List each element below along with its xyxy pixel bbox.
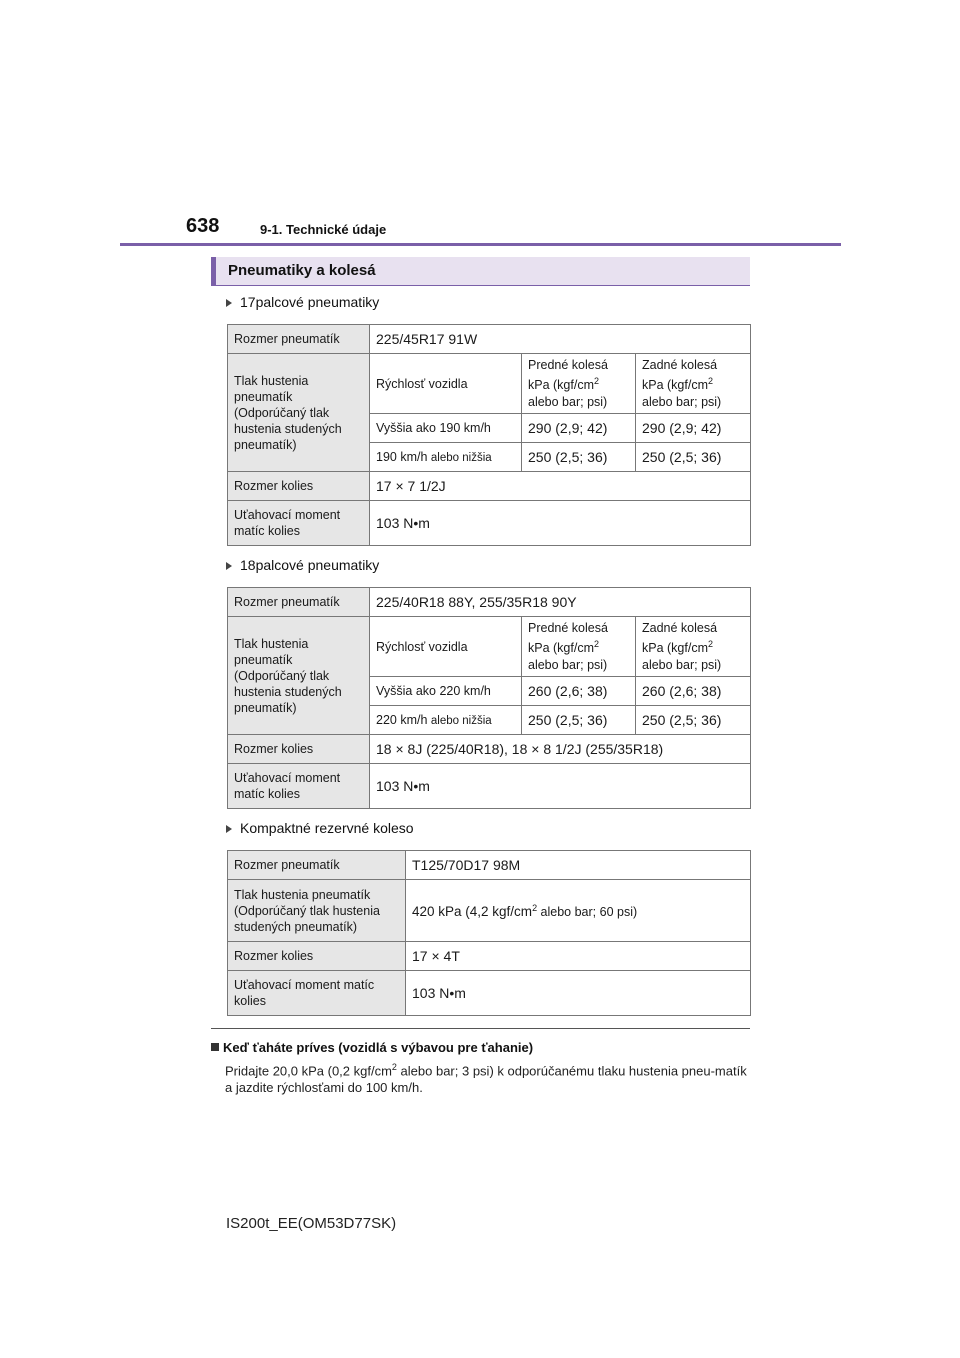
page-number: 638 <box>186 215 220 237</box>
pressure-b: alebo bar; 60 psi) <box>537 905 638 920</box>
speed-label: Rýchlosť vozidla <box>370 617 522 677</box>
table-row <box>228 472 751 501</box>
rear-wheels-label <box>636 354 751 414</box>
pressure-label: Tlak hustenia pneumatík (Odporúčaný tlak hustenia studených pneumatík) <box>228 617 370 735</box>
speed-a: 190 km/h <box>376 449 428 464</box>
speed-label: Rýchlosť vozidla <box>370 354 522 414</box>
note-text-b: alebo bar; 3 psi) k odporúčanému tlaku hustenia pneu-matík a jazdite rýchlosťami do 100 km/h. <box>225 1063 747 1096</box>
table-row <box>228 354 751 414</box>
torque-label: Uťahovací moment matíc kolies <box>228 971 406 1016</box>
rear-label-2: kPa (kgf/cm <box>642 641 708 656</box>
wheel-size-label: Rozmer kolies <box>228 735 370 764</box>
tire-size-label: Rozmer pneumatík <box>228 325 370 354</box>
triangle-bullet-icon <box>226 825 232 833</box>
sup: 2 <box>532 903 538 914</box>
wheel-size-value: 18 × 8J (225/40R18), 18 × 8 1/2J (255/35R18) <box>370 735 751 764</box>
speed-value <box>370 443 522 472</box>
header-rule <box>120 243 841 246</box>
rear-label-3: alebo bar; psi) <box>642 657 722 672</box>
pressure-a: 420 kPa (4,2 kgf/cm <box>412 904 533 920</box>
rear-label-3: alebo bar; psi) <box>642 394 722 409</box>
sup: 2 <box>594 376 600 387</box>
wheel-size-value: 17 × 4T <box>406 942 751 971</box>
triangle-bullet-icon <box>226 299 232 307</box>
subheading-18 <box>226 557 379 573</box>
speed-b: alebo nižšia <box>430 451 492 464</box>
front-label-1: Predné kolesá <box>528 621 608 636</box>
note-title <box>211 1040 533 1055</box>
table-row <box>228 735 751 764</box>
table-18-inch <box>227 587 751 809</box>
pressure-label: Tlak hustenia pneumatík (Odporúčaný tlak hustenia studených pneumatík) <box>228 880 406 942</box>
table-row <box>228 588 751 617</box>
tire-size-label: Rozmer pneumatík <box>228 851 406 880</box>
speed-a: 220 km/h <box>376 712 428 727</box>
tire-size-value: 225/45R17 91W <box>370 325 751 354</box>
table-row <box>228 971 751 1016</box>
footer-model-code: IS200t_EE(OM53D77SK) <box>226 1215 397 1232</box>
tire-size-value: T125/70D17 98M <box>406 851 751 880</box>
rear-label-2: kPa (kgf/cm <box>642 378 708 393</box>
front-pressure: 250 (2,5; 36) <box>522 443 636 472</box>
torque-value: 103 N•m <box>370 764 751 809</box>
triangle-bullet-icon <box>226 562 232 570</box>
section-header: 9-1. Technické údaje <box>260 222 387 237</box>
sup: 2 <box>708 376 714 387</box>
table-17-inch <box>227 324 751 546</box>
torque-value: 103 N•m <box>406 971 751 1016</box>
section-title: Pneumatiky a kolesá <box>228 262 376 279</box>
tire-size-value: 225/40R18 88Y, 255/35R18 90Y <box>370 588 751 617</box>
torque-label: Uťahovací moment matíc kolies <box>228 501 370 546</box>
wheel-size-label: Rozmer kolies <box>228 472 370 501</box>
pressure-label: Tlak hustenia pneumatík (Odporúčaný tlak hustenia studených pneumatík) <box>228 354 370 472</box>
wheel-size-value: 17 × 7 1/2J <box>370 472 751 501</box>
table-row <box>228 942 751 971</box>
rear-pressure: 250 (2,5; 36) <box>636 706 751 735</box>
front-label-1: Predné kolesá <box>528 358 608 373</box>
front-pressure: 290 (2,9; 42) <box>522 414 636 443</box>
front-label-2: kPa (kgf/cm <box>528 641 594 656</box>
rear-label-1: Zadné kolesá <box>642 358 718 373</box>
table-row <box>228 764 751 809</box>
table-row <box>228 501 751 546</box>
torque-value: 103 N•m <box>370 501 751 546</box>
front-pressure: 250 (2,5; 36) <box>522 706 636 735</box>
table-row <box>228 617 751 677</box>
table-spare <box>227 850 751 1016</box>
rear-wheels-label <box>636 617 751 677</box>
sup: 2 <box>391 1062 397 1072</box>
sup: 2 <box>708 639 714 650</box>
note-text <box>225 1059 755 1096</box>
front-label-2: kPa (kgf/cm <box>528 378 594 393</box>
table-row <box>228 880 751 942</box>
rear-pressure: 260 (2,6; 38) <box>636 677 751 706</box>
section-title-bar <box>211 257 750 286</box>
front-wheels-label <box>522 354 636 414</box>
subheading-17 <box>226 294 379 310</box>
subheading-18-text: 18palcové pneumatiky <box>240 557 380 573</box>
sup: 2 <box>594 639 600 650</box>
note-divider <box>211 1028 750 1029</box>
front-label-3: alebo bar; psi) <box>528 394 608 409</box>
square-bullet-icon <box>211 1043 219 1051</box>
wheel-size-label: Rozmer kolies <box>228 942 406 971</box>
front-wheels-label <box>522 617 636 677</box>
rear-pressure: 250 (2,5; 36) <box>636 443 751 472</box>
torque-label: Uťahovací moment matíc kolies <box>228 764 370 809</box>
note-text-a: Pridajte 20,0 kPa (0,2 kgf/cm <box>225 1063 392 1079</box>
tire-size-label: Rozmer pneumatík <box>228 588 370 617</box>
subheading-17-text: 17palcové pneumatiky <box>240 294 380 310</box>
subheading-spare-text: Kompaktné rezervné koleso <box>240 820 414 836</box>
table-row <box>228 325 751 354</box>
rear-pressure: 290 (2,9; 42) <box>636 414 751 443</box>
note-title-text: Keď ťaháte príves (vozidlá s výbavou pre ťahanie) <box>223 1040 534 1055</box>
front-label-3: alebo bar; psi) <box>528 657 608 672</box>
speed-value <box>370 706 522 735</box>
subheading-spare <box>226 820 414 836</box>
speed-b: alebo nižšia <box>430 714 492 727</box>
speed-value: Vyššia ako 220 km/h <box>370 677 522 706</box>
front-pressure: 260 (2,6; 38) <box>522 677 636 706</box>
rear-label-1: Zadné kolesá <box>642 621 718 636</box>
speed-value: Vyššia ako 190 km/h <box>370 414 522 443</box>
pressure-value <box>406 880 751 942</box>
table-row <box>228 851 751 880</box>
